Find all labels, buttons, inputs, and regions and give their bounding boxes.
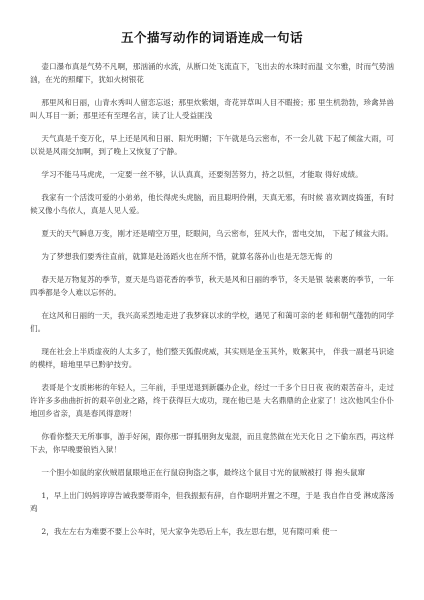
paragraph-13: 一个胆小如鼠的家伙贼眉鼠眼地正在行鼠窃狗盗之事，最终这个鼠目寸光的鼠贼被打 得 抱头鼠窜 (41, 468, 366, 477)
document-title: 五个描写动作的词语连成一句话 (120, 30, 303, 45)
paragraph-11: 表哥是个支质彬彬的年轻人，三年前，手里逞退到新疆办企业，经过一千多个日日夜 夜的艰苦奋斗，走过许许多多曲曲折折的艰辛创业之路，终于获得巨大成功，现在他已是 大名鼎鼎的企业家了！这次他风尘仆仆地回乡省亲，真是春风得意呀！ (30, 383, 394, 418)
paragraph-12: 你看你整天无所事事，游手好闲，跟你那一群狐朋狗友鬼混，而且竟然做在光天化日 之下偷东西，再这样下去，你早晚要锒铛入狱！ (30, 432, 394, 454)
paragraph-3: 天气真是千变万化，早上还是风和日丽、阳光明媚；下午就是乌云密布，不一会儿就 下起了倾盆大雨，可以说是风雨交加啊，到了晚上又恢复了宁静。 (30, 134, 394, 156)
paragraph-6: 夏天的天气瞬息万变，刚才还是晴空万里，眨眼间，乌云密布，狂风大作，雷电交加， 下起了倾盆大雨。 (41, 229, 394, 238)
paragraph-2: 那里风和日丽，山青水秀叫人留恋忘返；那里炊紫烟，奇花异草叫人目不暇接；那 里生机勃勃，珍禽异兽叫人耳目一新；那里还有至理名言，读了让人受益匪浅 (30, 98, 394, 120)
paragraph-4: 学习不能马马虎虎，一定要一丝不够，认认真真，还要刻苦努力，持之以恒，才能取 得好成绩。 (41, 170, 363, 179)
paragraph-15: 2，我左左右为难要不要上公车时，见大家争先恐后上车，我左思右想，见有隙可乘 使一 (41, 527, 338, 536)
paragraph-1: 壶口瀑布真是气势不凡啊，那汹涌的水流，从断口处飞流直下，飞出去的水珠时而温 文尔雅，时而气势汹汹，在光的照耀下，犹如火树银花 (30, 62, 394, 84)
paragraph-7: 为了梦想我们要秀往直前，就算是赴汤蹈火也在所不惜，就算名落孙山也是无怨无悔 的 (41, 252, 333, 261)
paragraph-10: 现在社会上半质虚夜的人太多了，他们整天狐假虎威，其实则是金玉其外，败絮其中， 伴我一副老马识途的模样，暗地里早已黔驴技穷。 (30, 347, 394, 369)
paragraph-14: 1，早上出门妈妈谆谆告诫我要带雨伞，但我振振有辞，自作聪明并置之不理，于是 我自作自受 淋成落汤鸡 (30, 491, 394, 513)
paragraph-9: 在这风和日丽的一天，我兴高采烈地走进了我梦寐以求的学校，遇见了和蔼可亲的老 师和朝气蓬勃的同学们。 (30, 311, 394, 333)
paragraph-5: 我家有一个活泼可爱的小弟弟，他长得虎头虎脑，而且聪明伶俐，天真无邪，有时候 喜欢调皮捣蛋，有时候又像小鸟依人，真是人见人爱。 (30, 193, 394, 215)
paragraph-8: 春天是万物复苏的季节，夏天是鸟语花香的季节，秋天是风和日丽的季节，冬天是银 装素裹的季节，一年四季都是令人难以忘怀的。 (30, 275, 394, 297)
